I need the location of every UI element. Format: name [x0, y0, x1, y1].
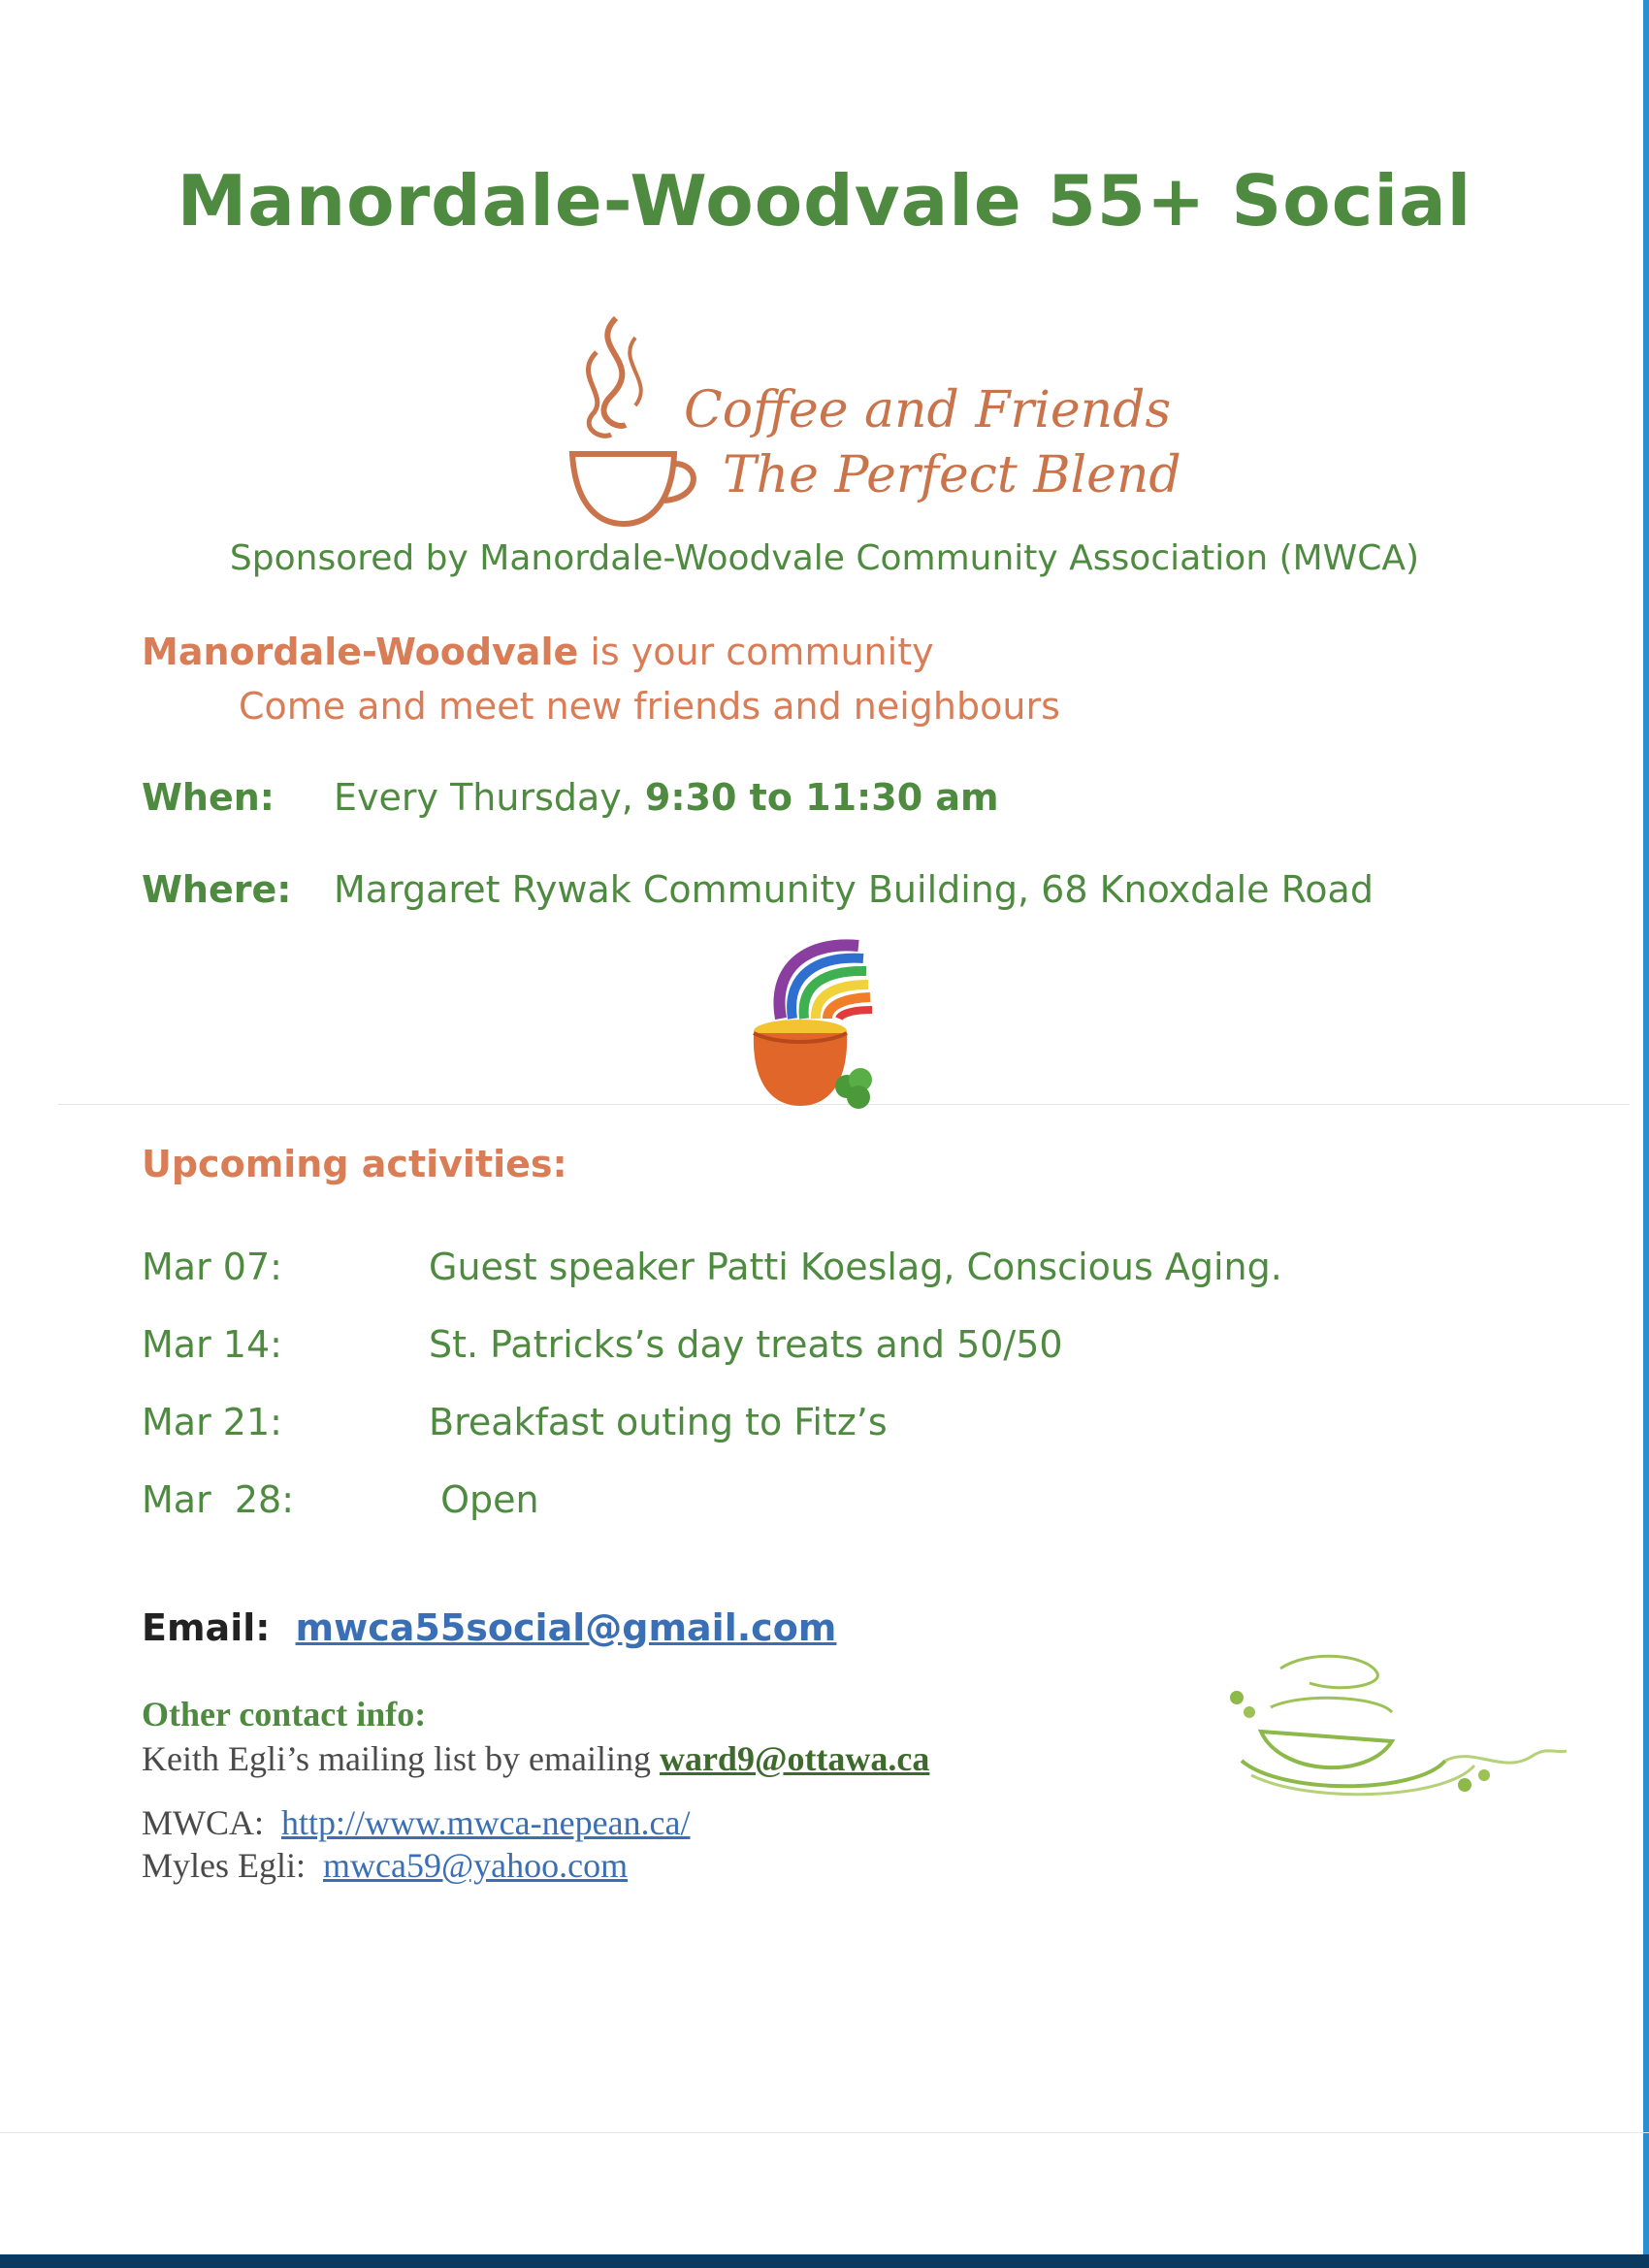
activity-date: Mar 14:: [142, 1323, 282, 1366]
myles-email-link[interactable]: mwca59@yahoo.com: [323, 1846, 629, 1885]
email-row: [142, 1606, 836, 1649]
community-subline: Come and meet new friends and neighbours: [239, 685, 1060, 728]
fold-line-lower: [0, 2132, 1649, 2133]
where-value: Margaret Rywak Community Building, 68 Knoxdale Road: [334, 868, 1374, 911]
myles-label: Myles Egli:: [142, 1846, 323, 1885]
email-link[interactable]: mwca55social@gmail.com: [295, 1606, 837, 1649]
community-rest: is your community: [578, 631, 934, 673]
email-label: Email:: [142, 1606, 271, 1649]
activity-description: Open: [429, 1478, 539, 1521]
activity-date: Mar 28:: [142, 1478, 295, 1521]
where-label: Where:: [142, 868, 292, 911]
mwca-contact-line: [142, 1802, 691, 1843]
activity-date: Mar 21:: [142, 1401, 282, 1443]
teacup-swirl-icon: [1222, 1639, 1571, 1814]
activity-description: St. Patricks’s day treats and 50/50: [429, 1323, 1063, 1366]
myles-contact-line: [142, 1845, 628, 1886]
mwca-label: MWCA:: [142, 1803, 281, 1842]
when-time: 9:30 to 11:30 am: [644, 776, 999, 819]
rainbow-pot-icon: [732, 926, 926, 1120]
coffee-cup-icon: [558, 308, 703, 532]
keith-text: Keith Egli’s mailing list by emailing: [142, 1739, 660, 1778]
coffee-friends-logo: [558, 308, 1181, 532]
rainbow-pot-illustration: [732, 926, 926, 1120]
scan-edge-right: [1643, 0, 1649, 2268]
logo-tagline-2: The Perfect Blend: [723, 446, 1181, 504]
when-label: When:: [142, 776, 275, 819]
keith-email-link[interactable]: ward9@ottawa.ca: [659, 1739, 930, 1778]
activity-description: Breakfast outing to Fitz’s: [429, 1401, 888, 1443]
upcoming-heading: Upcoming activities:: [142, 1143, 567, 1185]
logo-tagline-1: Coffee and Friends: [684, 381, 1172, 439]
keith-contact-line: [142, 1738, 929, 1779]
community-name: Manordale-Woodvale: [142, 631, 579, 673]
activity-date: Mar 07:: [142, 1246, 282, 1288]
community-line: [142, 631, 934, 673]
when-prefix: Every Thursday,: [334, 776, 645, 819]
when-value: [334, 776, 999, 819]
contact-heading: Other contact info:: [142, 1695, 427, 1733]
activity-description: Guest speaker Patti Koeslag, Conscious Aging.: [429, 1246, 1282, 1288]
page-title: Manordale-Woodvale 55+ Social: [177, 160, 1472, 242]
scan-edge-bottom: [0, 2254, 1649, 2268]
sponsor-line: Sponsored by Manordale-Woodvale Community Association (MWCA): [229, 538, 1420, 578]
mwca-website-link[interactable]: http://www.mwca-nepean.ca/: [281, 1803, 691, 1842]
decorative-teacup: [1222, 1639, 1571, 1814]
